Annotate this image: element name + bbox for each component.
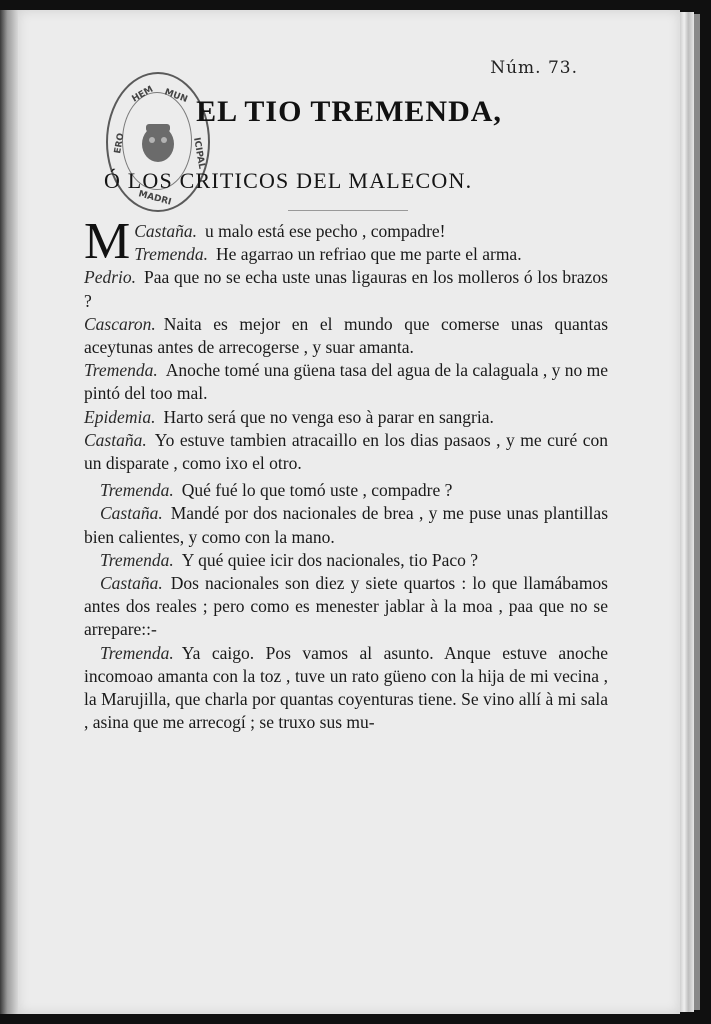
document-page xyxy=(18,10,680,1014)
page-subtitle: Ó LOS CRITICOS DEL MALECON. xyxy=(104,168,473,193)
svg-text:MADRI: MADRI xyxy=(137,189,173,208)
issue-number: Núm. 73. xyxy=(490,58,578,78)
dialogue-line xyxy=(84,502,608,548)
dialogue-body xyxy=(84,213,608,734)
speaker-name: Tremenda. xyxy=(100,480,174,501)
dialogue-text: Dos nacionales son diez y siete quartos : lo que llamábamos antes dos reales ; pero como es menester jablar à la moa , paa que no se arrepare::- xyxy=(84,573,608,640)
page-title: EL TIO TREMENDA, xyxy=(196,95,502,128)
speaker-name: Epidemia. xyxy=(84,406,156,427)
dialogue-text: Ya caigo. Pos vamos al asunto. Anque estuve anoche incomoao amanta con la toz , tuve un rato güeno con la hija de mi vecina , la Marujilla, que charla por quantas coyenturas tiene. Se vino allí à mi sala , asina que me arrecogí ; se truxo sus mu- xyxy=(84,642,608,733)
svg-text:ERO: ERO xyxy=(113,132,127,155)
dialogue-line xyxy=(84,266,608,312)
book-cover-edge xyxy=(694,14,700,1010)
speaker-name: Tremenda. xyxy=(100,549,174,570)
dialogue-text: Anoche tomé una güena tasa del agua de la calaguala , y no me pintó del too mal. xyxy=(84,360,608,404)
drop-cap: M xyxy=(84,213,131,270)
previous-page-edge xyxy=(0,10,18,1014)
dialogue-text: Yo estuve tambien atracaillo en los dias pasaos , y me curé con un disparate , como ixo el otro. xyxy=(84,429,608,474)
dialogue-line xyxy=(84,406,608,429)
dialogue-line xyxy=(84,429,608,475)
dialogue-text: He agarrao un refriao que me parte el arma. xyxy=(215,244,522,265)
title-divider xyxy=(288,210,408,211)
dialogue-line xyxy=(84,313,608,359)
speaker-name: Castaña. xyxy=(100,573,163,594)
speaker-name: Castaña. xyxy=(84,429,147,450)
speaker-name: Castaña. xyxy=(134,221,197,241)
dialogue-text: Paa que no se echa uste unas ligauras en los molleros ó los brazos ? xyxy=(84,267,608,311)
speaker-name: Cascaron. xyxy=(84,313,156,334)
dialogue-text: u malo está ese pecho , compadre! xyxy=(204,221,446,241)
dialogue-text: Y qué quiee icir dos nacionales, tio Paco ? xyxy=(181,549,479,570)
speaker-name: Tremenda. xyxy=(100,642,174,663)
dialogue-line xyxy=(84,359,608,405)
dialogue-text: Harto será que no venga eso à parar en sangria. xyxy=(163,406,494,427)
dialogue-text: Naita es mejor en el mundo que comerse unas quantas aceytunas antes de arrecogerse , y suar amanta. xyxy=(84,313,608,358)
speaker-name: Tremenda. xyxy=(134,244,208,265)
speaker-name: Tremenda. xyxy=(84,360,158,381)
svg-text:MUN: MUN xyxy=(162,87,189,105)
speaker-name: Pedrio. xyxy=(84,267,137,288)
dialogue-line xyxy=(84,479,608,502)
svg-text:ICIPAL: ICIPAL xyxy=(191,136,207,170)
dialogue-line xyxy=(84,549,608,572)
dialogue-line xyxy=(84,642,608,735)
dialogue-text: Mandé por dos nacionales de brea , y me puse unas plantillas bien calientes, y como con la mano. xyxy=(84,503,608,547)
svg-text:HEM: HEM xyxy=(130,84,156,105)
page-stack-edge xyxy=(680,12,694,1012)
speaker-name: Castaña. xyxy=(100,503,163,524)
dialogue-line xyxy=(84,243,608,266)
dialogue-line xyxy=(84,572,608,642)
dialogue-text: Qué fué lo que tomó uste , compadre ? xyxy=(181,480,453,501)
